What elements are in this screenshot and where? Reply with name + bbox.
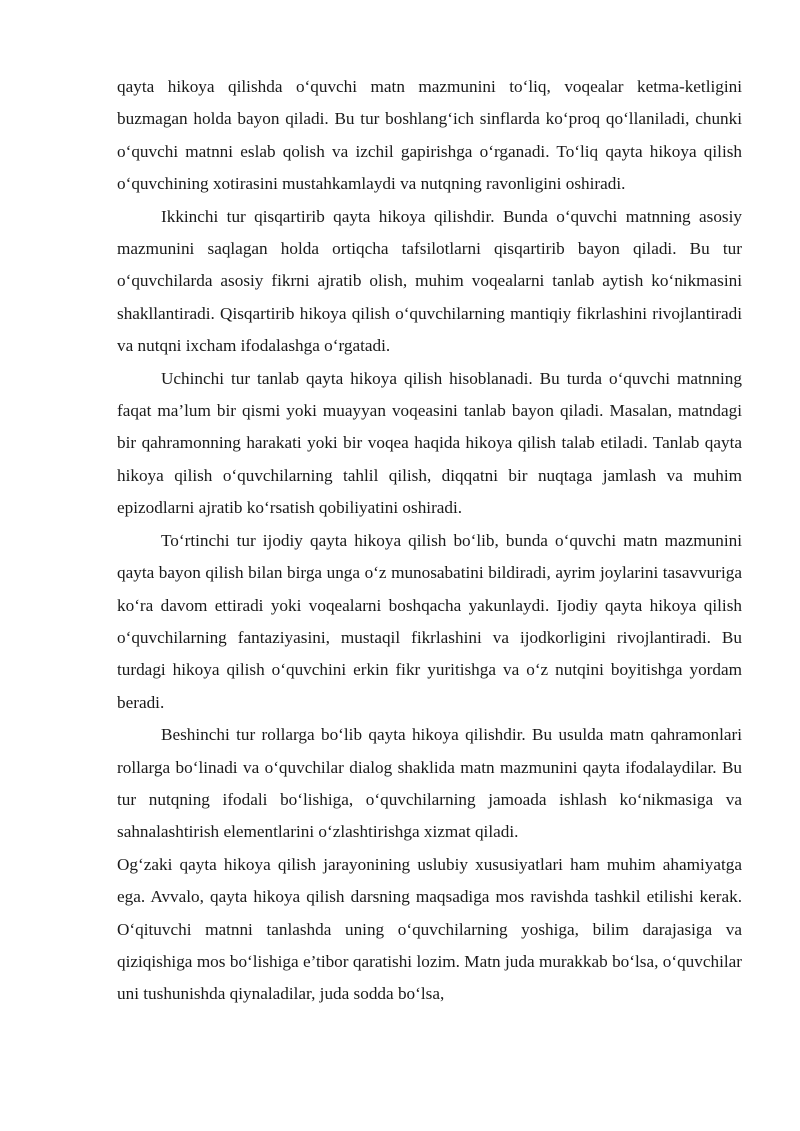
paragraph-full-retelling-end: qayta hikoya qilishda o‘quvchi matn mazmunini to‘liq, voqealar ketma-ketligini buzmagan holda bayon qiladi. Bu tur boshlang‘ich sinflarda ko‘proq qo‘llaniladi, chunki o‘quvchi matnni eslab qolish va izchil gapirishga o‘rganadi. To‘liq qayta hikoya qilish o‘quvchining xotirasini mustahkamlaydi va nutqning ravonligini oshiradi. <box>117 77 742 194</box>
paragraph-methodology: Og‘zaki qayta hikoya qilish jarayonining uslubiy xususiyatlari ham muhim ahamiyatga ega. Avvalo, qayta hikoya qilish darsning maqsadiga mos ravishda tashkil etilishi kerak. O‘qituvchi matnni tanlashda uning o‘quvchilarning yoshiga, bilim darajasiga va qiziqishiga mos bo‘lishiga e’tibor qaratishi lozim. Matn juda murakkab bo‘lsa, o‘quvchilar uni tushunishda qiynaladilar, juda sodda bo‘lsa, <box>117 854 742 1004</box>
paragraph-abridged-retelling: Ikkinchi tur qisqartirib qayta hikoya qilishdir. Bunda o‘quvchi matnning asosiy mazmunini saqlagan holda ortiqcha tafsilotlarni qisqartirib bayon qiladi. Bu tur o‘quvchilarda asosiy fikrni ajratib olish, muhim voqealarni tanlab aytish ko‘nikmasini shakllantiradi. Qisqartirib hikoya qilish o‘quvchilarning mantiqiy fikrlashini rivojlantiradi va nutqni ixcham ifodalashga o‘rgatadi. <box>117 206 742 356</box>
paragraph-creative-retelling: To‘rtinchi tur ijodiy qayta hikoya qilish bo‘lib, bunda o‘quvchi matn mazmunini qayta bayon qilish bilan birga unga o‘z munosabatini bildiradi, ayrim joylarini tasavvuriga ko‘ra davom ettiradi yoki voqealarni boshqacha yakunlaydi. Ijodiy qayta hikoya qilish o‘quvchilarning fantaziyasini, mustaqil fikrlashini va ijodkorligini rivojlantiradi. Bu turdagi hikoya qilish o‘quvchini erkin fikr yuritishga va o‘z nutqini boyitishga yordam beradi. <box>117 530 742 712</box>
document-body <box>117 71 742 1011</box>
paragraph-selective-retelling: Uchinchi tur tanlab qayta hikoya qilish hisoblanadi. Bu turda o‘quvchi matnning faqat ma’lum bir qismi yoki muayyan voqeasini tanlab bayon qiladi. Masalan, matndagi bir qahramonning harakati yoki bir voqea haqida hikoya qilish talab etiladi. Tanlab qayta hikoya qilish o‘quvchilarning tahlil qilish, diqqatni bir nuqtaga jamlash va muhim epizodlarni ajratib ko‘rsatish qobiliyatini oshiradi. <box>117 368 742 518</box>
paragraph-role-retelling: Beshinchi tur rollarga bo‘lib qayta hikoya qilishdir. Bu usulda matn qahramonlari rollarga bo‘linadi va o‘quvchilar dialog shaklida matn mazmunini qayta ifodalaydilar. Bu tur nutqning ifodali bo‘lishiga, o‘quvchilarning jamoada ishlash ko‘nikmasiga va sahnalashtirish elementlarini o‘zlashtirishga xizmat qiladi. <box>117 725 742 842</box>
